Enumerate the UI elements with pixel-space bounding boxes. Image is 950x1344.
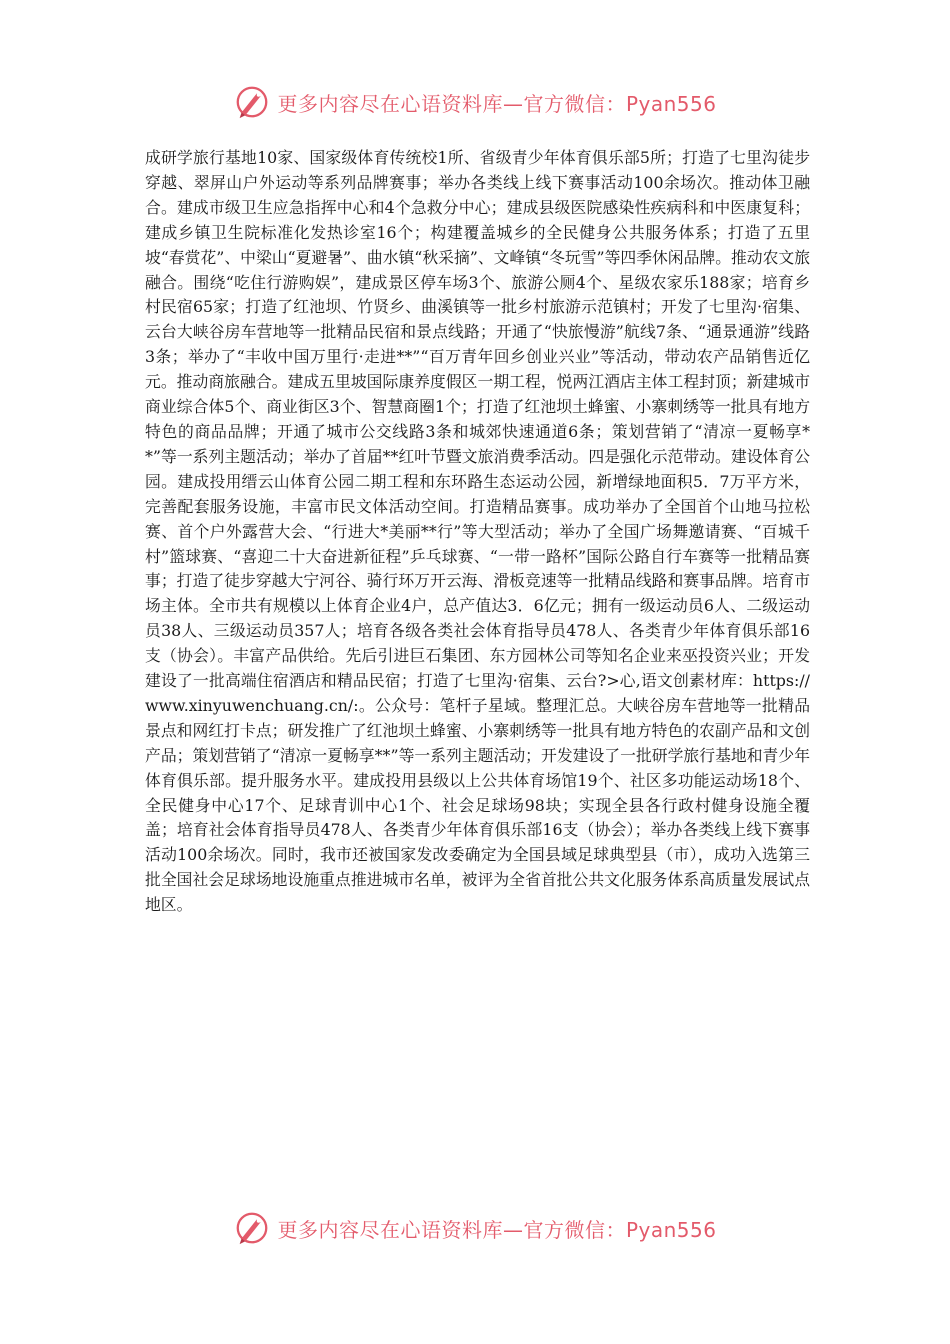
document-body <box>145 146 810 918</box>
body-paragraph: 成研学旅行基地10家、国家级体育传统校1所、省级青少年体育俱乐部5所；打造了七里沟徒步穿越、翠屏山户外运动等系列品牌赛事；举办各类线上线下赛事活动100余场次。推动体卫融合。建成市级卫生应急指挥中心和4个急救分中心；建成县级医院感染性疾病科和中医康复科；建成乡镇卫生院标准化发热诊室16个；构建覆盖城乡的全民健身公共服务体系；打造了五里坡“春赏花”、中梁山“夏避暑”、曲水镇“秋采摘”、文峰镇“冬玩雪”等四季休闲品牌。推动农文旅融合。围绕“吃住行游购娱”，建成景区停车场3个、旅游公厕4个、星级农家乐188家；培育乡村民宿65家；打造了红池坝、竹贤乡、曲溪镇等一批乡村旅游示范镇村；开发了七里沟·宿集、云台大峡谷房车营地等一批精品民宿和景点线路；开通了“快旅慢游”航线7条、“通景通游”线路3条；举办了“丰收中国万里行·走进**”“百万青年回乡创业兴业”等活动，带动农产品销售近亿元。推动商旅融合。建成五里坡国际康养度假区一期工程，悦两江酒店主体工程封顶；新建城市商业综合体5个、商业街区3个、智慧商圈1个；打造了红池坝土蜂蜜、小寨刺绣等一批具有地方特色的商品品牌；开通了城市公交线路3条和城郊快速通道6条；策划营销了“清凉一夏畅享**”等一系列主题活动；举办了首届**红叶节暨文旅消费季活动。四是强化示范带动。建设体育公园。建成投用缙云山体育公园二期工程和东环路生态运动公园，新增绿地面积5．7万平方米，完善配套服务设施，丰富市民文体活动空间。打造精品赛事。成功举办了全国首个山地马拉松赛、首个户外露营大会、“行进大*美丽**行”等大型活动；举办了全国广场舞邀请赛、“百城千村”篮球赛、“喜迎二十大奋进新征程”乒乓球赛、“一带一路杯”国际公路自行车赛等一批精品赛事；打造了徒步穿越大宁河谷、骑行环万开云海、滑板竞速等一批精品线路和赛事品牌。培育市场主体。全市共有规模以上体育企业4户，总产值达3．6亿元；拥有一级运动员6人、二级运动员38人、三级运动员357人；培育各级各类社会体育指导员478人、各类青少年体育俱乐部16支（协会）。丰富产品供给。先后引进巨石集团、东方园林公司等知名企业来巫投资兴业；开发建设了一批高端住宿酒店和精品民宿；打造了七里沟·宿集、云台?>心,语文创素材库：https://www.xinyuwenchuang.cn/:。公众号：笔杆子星域。整理汇总。大峡谷房车营地等一批精品景点和网红打卡点；研发推广了红池坝土蜂蜜、小寨刺绣等一批具有地方特色的农副产品和文创产品；策划营销了“清凉一夏畅享**”等一系列主题活动；开发建设了一批研学旅行基地和青少年体育俱乐部。提升服务水平。建成投用县级以上公共体育场馆19个、社区多功能运动场18个、全民健身中心17个、足球青训中心1个、社会足球场98块；实现全县各行政村健身设施全覆盖；培育社会体育指导员478人、各类青少年体育俱乐部16支（协会）；举办各类线上线下赛事活动100余场次。同时，我市还被国家发改委确定为全国县域足球典型县（市），成功入选第三批全国社会足球场地设施重点推进城市名单，被评为全省首批公共文化服务体系高质量发展试点地区。 <box>145 148 810 915</box>
footer-watermark-banner <box>0 1208 950 1248</box>
pen-circle-logo-icon <box>233 83 271 121</box>
header-watermark-banner <box>0 82 950 122</box>
pen-circle-logo-icon <box>233 1209 271 1247</box>
footer-watermark-text: 更多内容尽在心语资料库—官方微信：Pyan556 <box>277 1217 717 1242</box>
header-watermark-text: 更多内容尽在心语资料库—官方微信：Pyan556 <box>277 91 717 116</box>
